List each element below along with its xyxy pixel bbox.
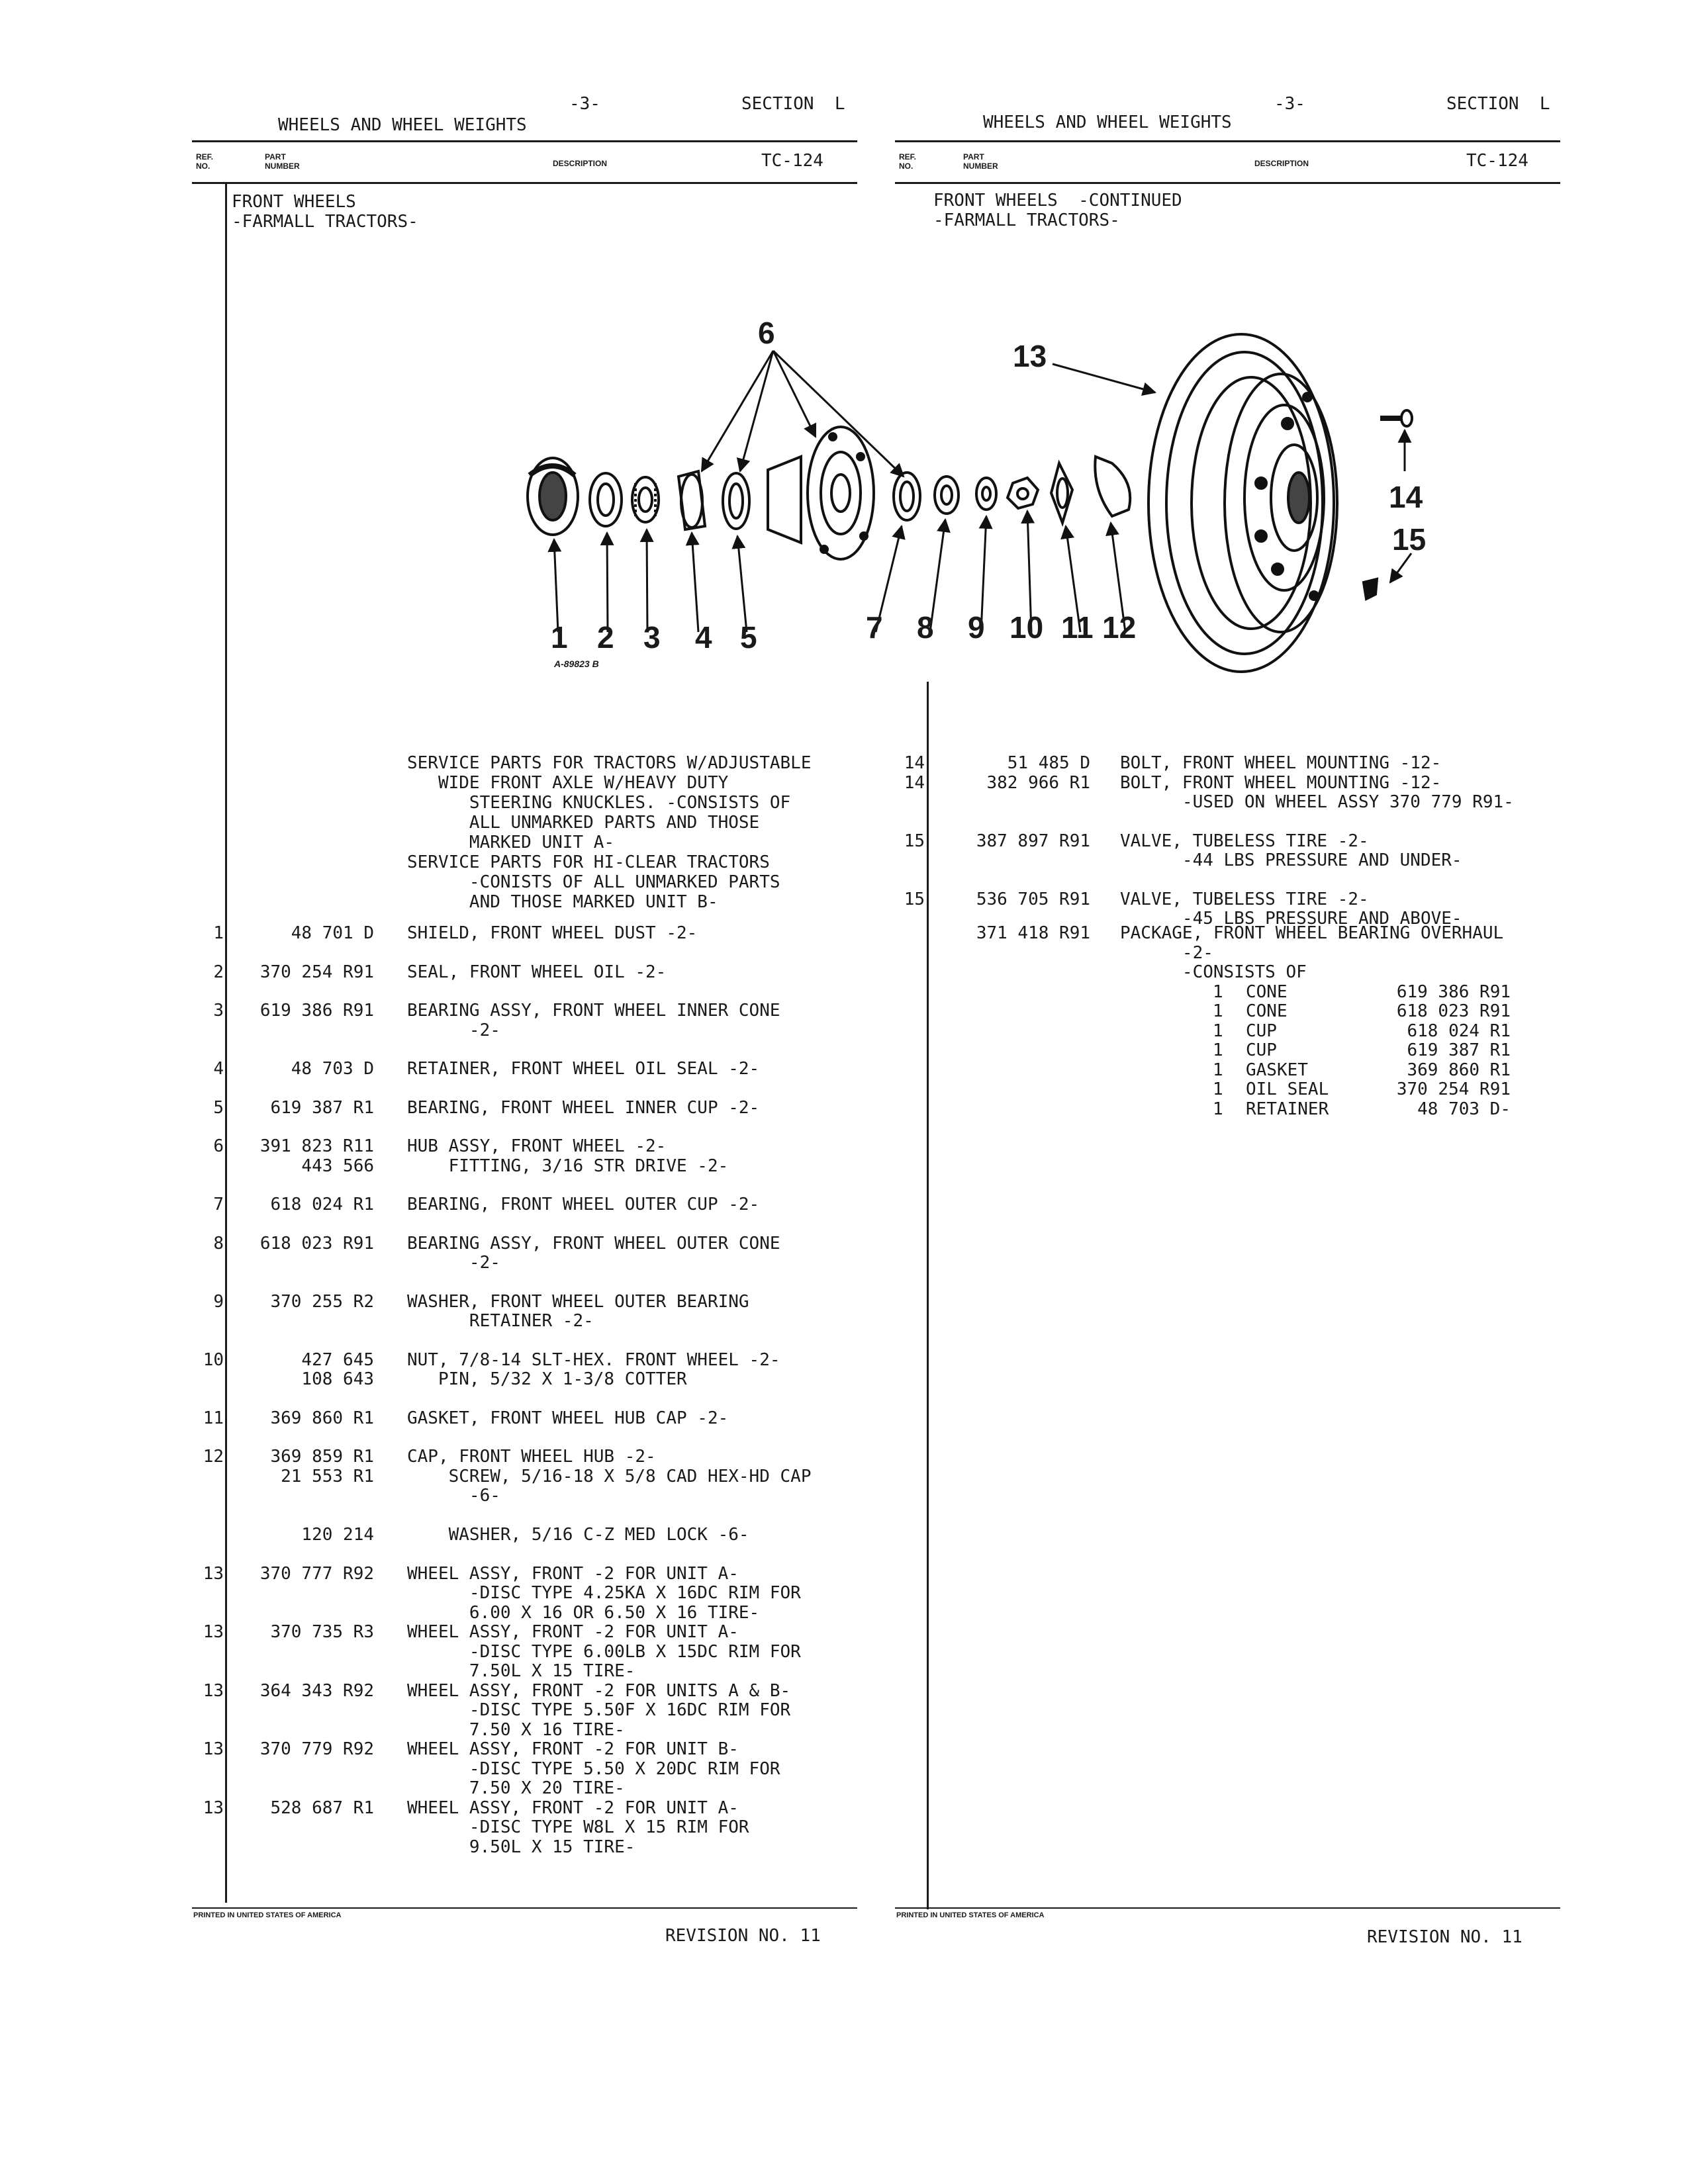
callout-8: 8	[917, 610, 934, 645]
part-description: WASHER, 5/16 C-Z MED LOCK -6-	[407, 1525, 749, 1545]
part-number: 370 779 R92	[259, 1739, 374, 1759]
kit-item-name: OIL SEAL	[1246, 1079, 1329, 1099]
ref-number: 1	[213, 923, 224, 943]
part-description: RETAINER, FRONT WHEEL OIL SEAL -2-	[407, 1059, 760, 1079]
kit-item-name: RETAINER	[1246, 1099, 1329, 1119]
part-description: 7.50 X 16 TIRE-	[407, 1719, 625, 1740]
intro-line: SERVICE PARTS FOR HI-CLEAR TRACTORS	[407, 852, 770, 872]
wheel-rim-part	[1149, 334, 1337, 672]
ref-number: 15	[904, 831, 925, 851]
right-section-label: SECTION L	[1446, 94, 1550, 114]
part-description: WHEEL ASSY, FRONT -2 FOR UNITS A & B-	[407, 1680, 791, 1701]
ref-tick	[225, 1684, 226, 1697]
part-number: 619 386 R91	[259, 1001, 374, 1021]
ref-number: 7	[213, 1195, 224, 1214]
part-number: 371 418 R91	[976, 923, 1090, 943]
intro-line: ALL UNMARKED PARTS AND THOSE	[407, 813, 760, 833]
kit-item-part: 619 387 R1	[1407, 1040, 1511, 1060]
exploded-wheel-illustration	[0, 0, 1688, 695]
part-description: 6.00 X 16 OR 6.50 X 16 TIRE-	[407, 1602, 760, 1623]
ref-number: 15	[904, 889, 925, 909]
part-description: GASKET, FRONT WHEEL HUB CAP -2-	[407, 1408, 729, 1428]
nut-part	[1008, 478, 1038, 508]
part-description: WHEEL ASSY, FRONT -2 FOR UNIT B-	[407, 1739, 739, 1759]
left-heading-farmall: -FARMALL TRACTORS-	[232, 212, 418, 232]
ref-tick	[225, 1567, 226, 1580]
gasket-part	[1051, 463, 1072, 523]
intro-line: SERVICE PARTS FOR TRACTORS W/ADJUSTABLE	[407, 753, 812, 773]
tire-valve-part	[1364, 579, 1377, 599]
part-description: SCREW, 5/16-18 X 5/8 CAD HEX-HD CAP	[407, 1466, 812, 1486]
part-description: FITTING, 3/16 STR DRIVE -2-	[407, 1156, 729, 1176]
right-page-title: WHEELS AND WHEEL WEIGHTS	[983, 113, 1232, 132]
callout-5: 5	[740, 620, 757, 655]
part-description: BEARING, FRONT WHEEL OUTER CUP -2-	[407, 1195, 760, 1214]
callout-12: 12	[1102, 610, 1137, 645]
part-description: BOLT, FRONT WHEEL MOUNTING -12-	[1120, 772, 1442, 793]
part-number: 120 214	[301, 1525, 374, 1545]
part-description: -45 LBS PRESSURE AND ABOVE-	[1120, 909, 1462, 929]
part-number: 370 777 R92	[259, 1563, 374, 1584]
left-col-ref: REF. NO.	[196, 152, 214, 171]
callout-1: 1	[551, 620, 568, 655]
part-number: 21 553 R1	[281, 1466, 374, 1486]
part-description: -44 LBS PRESSURE AND UNDER-	[1120, 850, 1462, 870]
part-description: SHIELD, FRONT WHEEL DUST -2-	[407, 923, 698, 943]
part-description: RETAINER -2-	[407, 1311, 594, 1331]
ref-tick	[927, 834, 928, 847]
ref-number: 14	[904, 753, 925, 773]
left-revision: REVISION NO. 11	[665, 1926, 821, 1946]
ref-number: 2	[213, 962, 224, 982]
part-number: 108 643	[301, 1369, 374, 1389]
ref-number: 13	[203, 1680, 224, 1701]
ref-number: 13	[203, 1563, 224, 1584]
intro-line: MARKED UNIT A-	[407, 833, 615, 852]
callout-13: 13	[1013, 339, 1047, 373]
callout-2: 2	[597, 620, 614, 655]
part-number: 364 343 R92	[259, 1680, 374, 1701]
outer-cone-part	[935, 477, 959, 514]
right-col-ref: REF. NO.	[899, 152, 917, 171]
part-description: -DISC TYPE 6.00LB X 15DC RIM FOR	[407, 1641, 801, 1662]
kit-item-name: CONE	[1246, 981, 1288, 1002]
part-description: WHEEL ASSY, FRONT -2 FOR UNIT A-	[407, 1797, 739, 1818]
part-number: 618 024 R1	[270, 1195, 374, 1214]
ref-number: 13	[203, 1622, 224, 1642]
dust-shield-part	[528, 458, 578, 535]
intro-line: WIDE FRONT AXLE W/HEAVY DUTY	[407, 773, 729, 793]
inner-cone-part	[632, 477, 659, 522]
ref-number: 13	[203, 1739, 224, 1759]
ref-number: 9	[213, 1291, 224, 1312]
ref-tick	[225, 1353, 226, 1366]
ref-number: 11	[203, 1408, 224, 1428]
left-tc-number: TC-124	[761, 151, 823, 171]
callout-14: 14	[1389, 480, 1423, 514]
part-number: 443 566	[301, 1156, 374, 1176]
part-number: 369 859 R1	[270, 1447, 374, 1467]
intro-line: -CONISTS OF ALL UNMARKED PARTS	[407, 872, 780, 892]
outer-cup-part	[894, 473, 920, 520]
part-description: -2-	[407, 1020, 500, 1040]
part-description: WASHER, FRONT WHEEL OUTER BEARING	[407, 1291, 749, 1312]
callout-4: 4	[695, 620, 712, 655]
left-intro-block	[407, 753, 811, 912]
kit-qty: 1	[1213, 981, 1223, 1002]
part-description: VALVE, TUBELESS TIRE -2-	[1120, 831, 1369, 851]
part-description: -DISC TYPE 4.25KA X 16DC RIM FOR	[407, 1583, 801, 1603]
oil-seal-part	[590, 473, 622, 526]
ref-tick	[225, 1101, 226, 1114]
ref-tick	[225, 1003, 226, 1017]
part-number: 619 387 R1	[270, 1097, 374, 1118]
right-page-number: -3-	[1274, 94, 1305, 114]
ref-tick	[225, 1801, 226, 1814]
part-description: CAP, FRONT WHEEL HUB -2-	[407, 1447, 656, 1467]
part-description: 7.50L X 15 TIRE-	[407, 1661, 635, 1681]
ref-tick	[225, 1742, 226, 1755]
ref-number: 3	[213, 1001, 224, 1021]
ref-tick	[225, 1295, 226, 1308]
ref-number: 8	[213, 1233, 224, 1253]
part-description: SEAL, FRONT WHEEL OIL -2-	[407, 962, 667, 982]
ref-tick	[225, 1197, 226, 1210]
kit-qty: 1	[1213, 1001, 1223, 1021]
ref-tick	[927, 776, 928, 789]
kit-item-name: CUP	[1246, 1021, 1277, 1041]
callout-7: 7	[866, 610, 883, 645]
ref-number: 4	[213, 1059, 224, 1079]
ref-number: 12	[203, 1447, 224, 1467]
part-number: 427 645	[301, 1349, 374, 1370]
ref-number: 6	[213, 1136, 224, 1156]
ref-tick	[225, 1236, 226, 1250]
part-description: BOLT, FRONT WHEEL MOUNTING -12-	[1120, 753, 1442, 773]
callout-9: 9	[968, 610, 985, 645]
part-description: HUB ASSY, FRONT WHEEL -2-	[407, 1136, 667, 1156]
part-description: -2-	[1120, 942, 1213, 963]
figure-code: A-89823 B	[554, 659, 599, 669]
left-heading-front-wheels: FRONT WHEELS	[232, 192, 356, 212]
right-heading-farmall: -FARMALL TRACTORS-	[933, 210, 1120, 230]
ref-number: 14	[904, 772, 925, 793]
kit-qty: 1	[1213, 1079, 1223, 1099]
ref-tick	[225, 1449, 226, 1463]
part-number: 369 860 R1	[270, 1408, 374, 1428]
part-number: 528 687 R1	[270, 1797, 374, 1818]
right-heading-front-wheels: FRONT WHEELS -CONTINUED	[933, 191, 1182, 210]
part-number: 387 897 R91	[976, 831, 1090, 851]
part-description: PACKAGE, FRONT WHEEL BEARING OVERHAUL	[1120, 923, 1504, 943]
ref-tick	[225, 1411, 226, 1424]
part-description: 7.50 X 20 TIRE-	[407, 1778, 625, 1798]
left-col-desc: DESCRIPTION	[553, 159, 608, 168]
left-printed-note: PRINTED IN UNITED STATES OF AMERICA	[193, 1911, 342, 1919]
part-number: 370 255 R2	[270, 1291, 374, 1312]
part-number: 536 705 R91	[976, 889, 1090, 909]
ref-tick	[927, 892, 928, 905]
washer-part	[976, 478, 996, 510]
part-description: -6-	[407, 1486, 500, 1506]
part-description: WHEEL ASSY, FRONT -2 FOR UNIT A-	[407, 1563, 739, 1584]
part-description: -DISC TYPE 5.50F X 16DC RIM FOR	[407, 1700, 791, 1720]
part-description: BEARING ASSY, FRONT WHEEL OUTER CONE	[407, 1233, 780, 1253]
part-description: PIN, 5/32 X 1-3/8 COTTER	[407, 1369, 687, 1389]
kit-qty: 1	[1213, 1021, 1223, 1041]
ref-tick	[927, 756, 928, 769]
ref-tick	[225, 926, 226, 939]
right-col-part: PART NUMBER	[963, 152, 998, 171]
part-description: VALVE, TUBELESS TIRE -2-	[1120, 889, 1369, 909]
part-description: -DISC TYPE 5.50 X 20DC RIM FOR	[407, 1758, 780, 1779]
intro-line: STEERING KNUCKLES. -CONSISTS OF	[407, 793, 791, 813]
kit-qty: 1	[1213, 1099, 1223, 1119]
callout-6: 6	[758, 316, 775, 350]
callout-15: 15	[1392, 522, 1427, 557]
part-number: 391 823 R11	[259, 1136, 374, 1156]
kit-item-part: 370 254 R91	[1396, 1079, 1511, 1099]
part-description: 9.50L X 15 TIRE-	[407, 1837, 635, 1857]
part-number: 370 735 R3	[270, 1622, 374, 1642]
part-number: 370 254 R91	[259, 962, 374, 982]
ref-number: 10	[203, 1349, 224, 1370]
part-number: 618 023 R91	[259, 1233, 374, 1253]
left-footer-rule	[192, 1907, 857, 1909]
part-description: NUT, 7/8-14 SLT-HEX. FRONT WHEEL -2-	[407, 1349, 780, 1370]
part-number: 382 966 R1	[986, 772, 1090, 793]
hub-part	[768, 427, 874, 559]
retainer-part	[679, 471, 705, 529]
left-section-label: SECTION L	[741, 94, 845, 114]
mounting-bolt-part	[1380, 410, 1412, 426]
right-tc-number: TC-124	[1466, 151, 1528, 171]
part-number: 48 703 D	[291, 1059, 374, 1079]
kit-item-part: 618 024 R1	[1407, 1021, 1511, 1041]
left-page-title: WHEELS AND WHEEL WEIGHTS	[278, 115, 527, 135]
ref-tick	[225, 965, 226, 978]
part-description: -DISC TYPE W8L X 15 RIM FOR	[407, 1817, 749, 1837]
part-description: -CONSISTS OF	[1120, 962, 1307, 982]
part-description: WHEEL ASSY, FRONT -2 FOR UNIT A-	[407, 1622, 739, 1642]
intro-line: AND THOSE MARKED UNIT B-	[407, 892, 718, 912]
kit-item-part: 369 860 R1	[1407, 1060, 1511, 1080]
right-printed-note: PRINTED IN UNITED STATES OF AMERICA	[896, 1911, 1045, 1919]
part-description: -2-	[407, 1253, 500, 1273]
left-col-part: PART NUMBER	[265, 152, 300, 171]
right-ref-column-rule	[927, 682, 929, 1909]
part-description: -USED ON WHEEL ASSY 370 779 R91-	[1120, 792, 1514, 812]
right-revision: REVISION NO. 11	[1367, 1927, 1523, 1947]
kit-qty: 1	[1213, 1060, 1223, 1080]
kit-item-part: 48 703 D-	[1417, 1099, 1511, 1119]
ref-tick	[225, 1625, 226, 1638]
ref-tick	[225, 1062, 226, 1075]
ref-number: 13	[203, 1797, 224, 1818]
right-footer-rule	[895, 1907, 1560, 1909]
hub-cap-part	[1095, 457, 1130, 516]
callout-11: 11	[1061, 610, 1094, 645]
inner-cup-part	[723, 473, 749, 529]
kit-item-name: CONE	[1246, 1001, 1288, 1021]
part-number: 51 485 D	[1007, 753, 1090, 773]
right-col-desc: DESCRIPTION	[1254, 159, 1309, 168]
ref-tick	[225, 1139, 226, 1152]
kit-item-name: CUP	[1246, 1040, 1277, 1060]
callout-3: 3	[643, 620, 661, 655]
part-description: BEARING ASSY, FRONT WHEEL INNER CONE	[407, 1001, 780, 1021]
part-description: BEARING, FRONT WHEEL INNER CUP -2-	[407, 1097, 760, 1118]
kit-item-part: 618 023 R91	[1396, 1001, 1511, 1021]
part-number: 48 701 D	[291, 923, 374, 943]
kit-item-name: GASKET	[1246, 1060, 1308, 1080]
callout-10: 10	[1009, 610, 1044, 645]
left-page-number: -3-	[569, 94, 600, 114]
kit-item-part: 619 386 R91	[1396, 981, 1511, 1002]
kit-qty: 1	[1213, 1040, 1223, 1060]
ref-number: 5	[213, 1097, 224, 1118]
